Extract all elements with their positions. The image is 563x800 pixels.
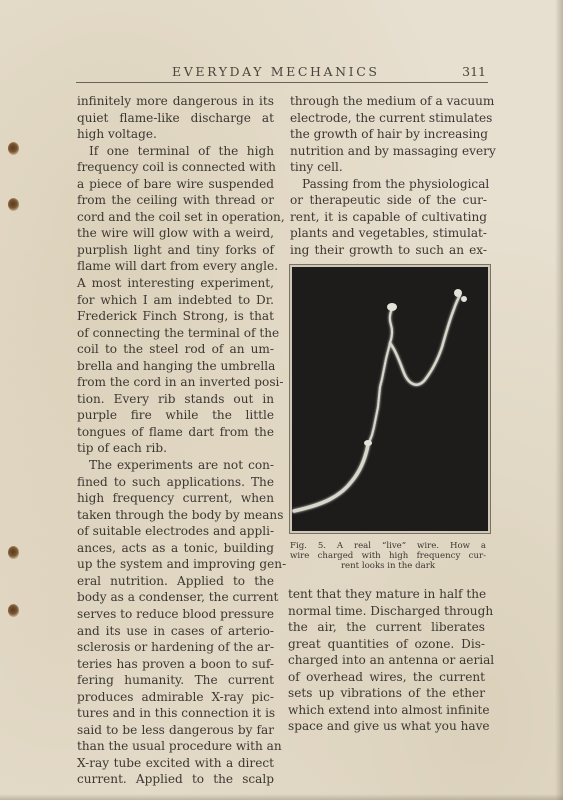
text-line: Frederick Finch Strong, is that [77,309,274,324]
glowing-wire-illustration [292,267,488,531]
text-line: high frequency current, when [77,491,274,506]
text-line: and its use in cases of arterio- [77,623,274,638]
text-line: sclerosis or hardening of the ar- [77,640,275,655]
caption-line: wire charged with high frequency cur- [290,551,486,561]
text-line: nutrition and by massaging every [290,143,496,158]
text-line: fering humanity. The current [77,673,274,688]
text-line: quiet flame-like discharge at [77,110,274,125]
figure-photo-live-wire [290,265,490,533]
text-line: produces admirable X-ray pic- [77,689,274,704]
right-text-column-bottom [288,586,495,735]
binding-hole [8,142,19,155]
text-line: the wire will glow with a weird, [77,226,274,241]
text-line: ances, acts as a tonic, building [77,540,274,555]
running-head: EVERYDAY MECHANICS [172,64,380,79]
text-line: than the usual procedure with an [77,739,282,754]
binding-hole [8,604,19,617]
text-line: taken through the body by means [77,507,284,522]
text-line: coil to the steel rod of an um- [77,342,274,357]
text-line: cord and the coil set in operation, [77,209,285,224]
text-line: of connecting the terminal of the [77,325,280,340]
page-number: 311 [462,64,486,79]
text-line: rent, it is capable of cultivating [290,209,487,224]
figure-caption [290,541,486,571]
text-line: from the ceiling with thread or [77,193,274,208]
text-line: from the cord in an inverted posi- [77,375,284,390]
text-line: Passing from the physiological [302,176,490,191]
text-line: or therapeutic side of the cur- [290,193,487,208]
right-text-column-top [290,93,496,258]
text-line: great quantities of ozone. Dis- [288,636,485,651]
text-line: high voltage. [77,127,157,142]
caption-line: Fig. 5. A real “live” wire. How a [290,541,486,551]
text-line: flame will dart from every angle. [77,259,279,274]
caption-line: rent looks in the dark [340,561,436,571]
left-text-column [77,93,287,788]
text-line: body as a condenser, the current [77,590,279,605]
page-bottom-shadow [0,794,563,800]
text-line: tures and in this connection it is [77,706,276,721]
text-line: purple fire while the little [77,408,274,423]
text-line: frequency coil is connected with [77,160,276,175]
text-line: tiny cell. [290,160,343,175]
text-line: purplish light and tiny forks of [77,242,274,257]
text-line: the air, the current liberates [288,620,485,635]
text-line: tent that they mature in half the [288,587,487,601]
text-line: teries has proven a boon to suf- [77,656,274,671]
text-line: tongues of flame dart from the [77,424,274,439]
text-line: The experiments are not con- [89,458,274,473]
text-line: serves to reduce blood pressure [77,606,274,621]
text-line: sets up vibrations of the ether [288,686,485,701]
text-line: the growth of hair by increasing [290,127,488,142]
text-line: infinitely more dangerous in its [77,94,274,108]
text-line: current. Applied to the scalp [77,772,274,787]
binding-hole [8,546,19,559]
text-line: through the medium of a vacuum [290,94,495,108]
text-line: electrode, the current stimulates [290,110,493,125]
text-line: eral nutrition. Applied to the [77,573,274,588]
text-line: space and give us what you have [288,719,490,734]
text-line: If one terminal of the high [89,143,274,158]
text-line: of suitable electrodes and appli- [77,524,275,539]
binding-hole [8,198,19,211]
text-line: A most interesting experiment, [77,276,274,291]
text-line: ing their growth to such an ex- [290,242,487,257]
text-line: X-ray tube excited with a direct [77,755,274,770]
text-line: up the system and improving gen- [77,557,287,572]
text-line: plants and vegetables, stimulat- [290,226,487,241]
text-line: said to be less dangerous by far [77,722,274,737]
text-line: brella and hanging the umbrella [77,358,276,373]
text-line: of overhead wires, the current [288,669,485,684]
text-line: tion. Every rib stands out in [77,391,274,406]
text-line: normal time. Discharged through [288,603,494,618]
text-line: for which I am indebted to Dr. [77,292,274,307]
text-line: which extend into almost infinite [288,702,490,717]
text-line: tip of each rib. [77,441,167,456]
text-line: fined to such applications. The [77,474,274,489]
page-header [76,62,488,83]
text-line: a piece of bare wire suspended [77,176,274,191]
text-line: charged into an antenna or aerial [288,653,495,668]
page-edge-shadow [555,0,563,800]
